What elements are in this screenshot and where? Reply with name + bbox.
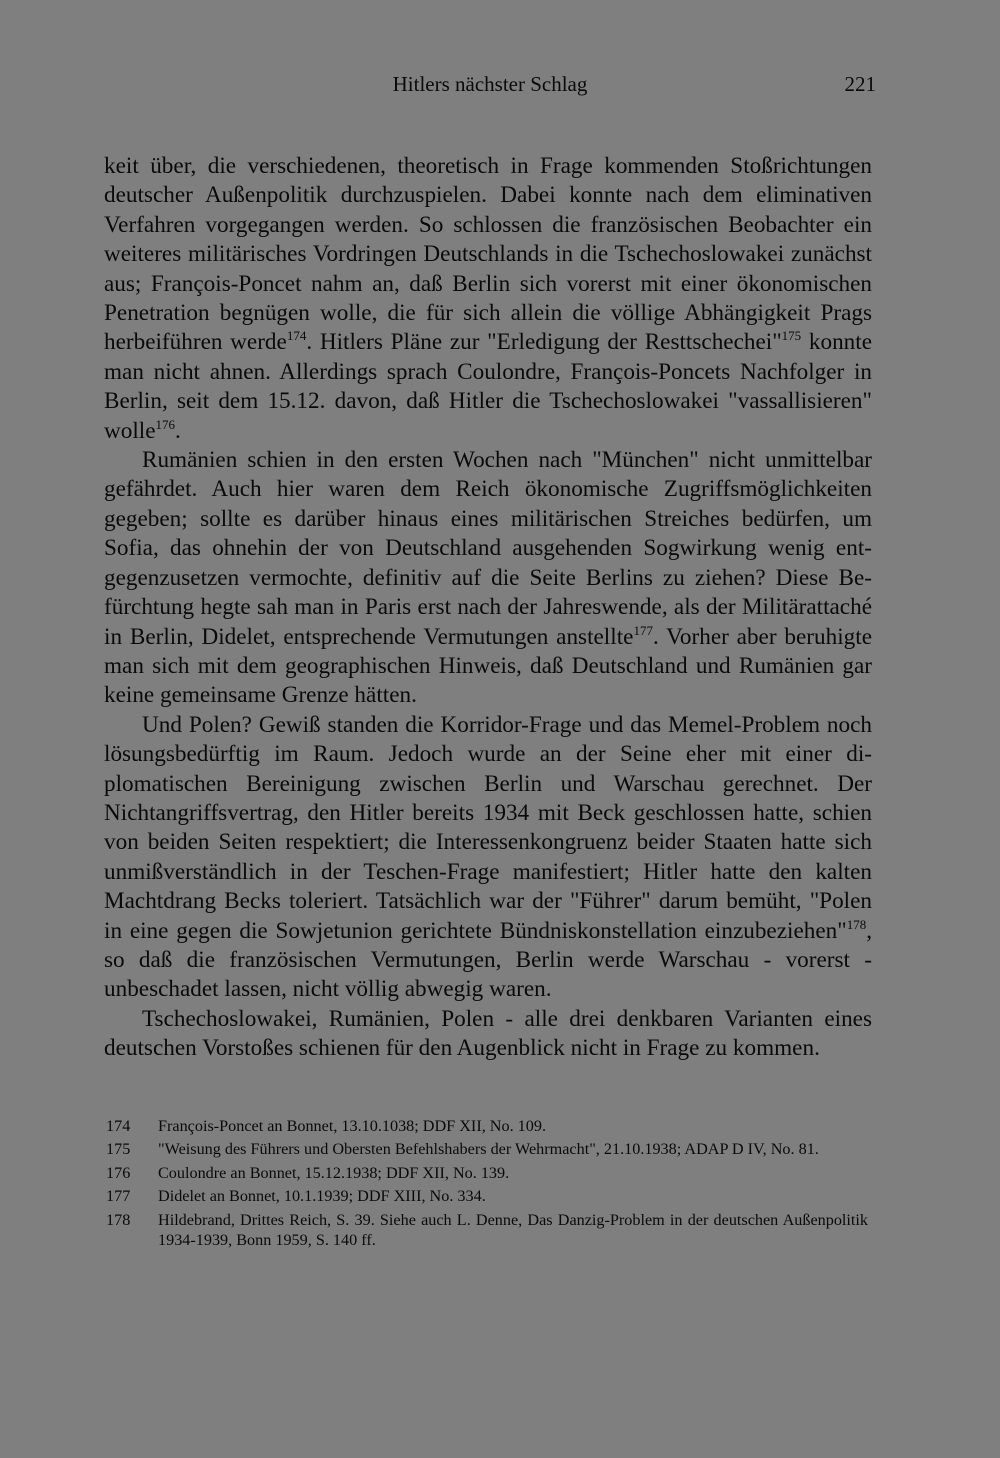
- footnote-reference: 175: [781, 328, 802, 344]
- footnote-text: Coulondre an Bonnet, 15.12.1938; DDF XII, No. 139.: [158, 1163, 510, 1182]
- text-run: . Hitlers Pläne zur "Erledigung der Resttschechei": [306, 329, 782, 356]
- text-run: . Vorher aber beruhigte man sich mit dem geographischen Hinweis, daß Deutschland und Rumänien gar keine gemeinsame Grenze hätten.: [104, 623, 872, 709]
- text-run: keit über, die verschiedenen, theoretisch in Frage kommenden Stoßrichtungen deutscher Außenpolitik durchzuspielen. Dabei konnte nach dem eliminativen Verfahren vorgegangen werden. So schlossen die französischen Beobachter ein weiteres militärisches Vordringen Deutschlands in die Tschechoslowakei zunächst aus; François-Poncet nahm an, daß Berlin sich vorerst mit einer ökonomischen Penetration begnügen wolle, die für sich allein die völlige Abhängigkeit Prags herbeiführen werde: [104, 153, 872, 356]
- footnote-text: Didelet an Bonnet, 10.1.1939; DDF XIII, No. 334.: [158, 1187, 486, 1206]
- footnote-reference: 177: [633, 622, 653, 638]
- paragraph: [104, 711, 872, 1005]
- footnote-number: 174: [106, 1117, 131, 1135]
- footnotes: [106, 1116, 868, 1253]
- footnote-reference: 178: [846, 916, 867, 932]
- running-head: [104, 72, 876, 102]
- footnote: [106, 1139, 868, 1159]
- text-run: Tschechoslowakei, Rumänien, Polen - alle drei denkbaren Varianten eines deutschen Vorstoßes schienen für den Augenblick nicht in Frage zu kommen.: [104, 1005, 872, 1062]
- text-run: .: [175, 417, 181, 444]
- footnote-text: Hildebrand, Drittes Reich, S. 39. Siehe auch L. Denne, Das Danzig-Problem in der deutschen Außenpolitik 1934-1939, Bonn 1959, S. 140 ff.: [158, 1210, 868, 1250]
- footnote: [106, 1210, 868, 1251]
- text-run: konnte man nicht ahnen. Allerdings sprach Coulondre, François-Poncets Nachfolger in Berlin, seit dem 15.12. davon, daß Hitler die Tschechoslowakei "vassallisieren" wolle: [104, 329, 872, 444]
- footnote-text: François-Poncet an Bonnet, 13.10.1038; DDF XII, No. 109.: [158, 1117, 547, 1135]
- footnote-reference: 176: [155, 416, 176, 432]
- running-title: Hitlers nächster Schlag: [392, 72, 588, 96]
- paragraph: [104, 152, 872, 446]
- paragraph: [104, 1005, 872, 1064]
- footnote: [106, 1116, 868, 1136]
- footnote-number: 178: [106, 1210, 131, 1229]
- page-number: 221: [844, 72, 876, 96]
- body-text: [104, 152, 872, 1064]
- footnote-number: 175: [106, 1140, 131, 1159]
- text-run: Rumänien schien in den ersten Wochen nach "München" nicht unmittelbar gefährdet. Auch hier waren dem Reich ökonomische Zugriffsmöglichkeiten gegeben; sollte es darüber hinaus eines militärischen Streiches bedürfen, um Sofia, das ohnehin der von Deutschland ausgehenden Sogwirkung wenig entgegenzusetzen vermochte, definitiv auf die Seite Berlins zu ziehen? Diese Befürchtung hegte sah man in Paris erst nach der Jahreswende, als der Militärattaché in Berlin, Didelet, entsprechende Vermutungen anstellte: [104, 447, 872, 650]
- footnote-text: "Weisung des Führers und Obersten Befehlshabers der Wehrmacht", 21.10.1938; ADAP D IV, No. 81.: [158, 1140, 819, 1159]
- text-run: , so daß die französischen Vermutungen, Berlin werde Warschau - vorerst - unbeschadet lassen, nicht völlig abwegig waren.: [104, 917, 872, 1003]
- footnote: [106, 1163, 868, 1183]
- footnote: [106, 1186, 868, 1206]
- footnote-number: 177: [106, 1187, 131, 1206]
- footnote-number: 176: [106, 1163, 131, 1182]
- text-run: Und Polen? Gewiß standen die Korridor-Frage und das Memel-Problem noch lösungsbedürftig im Raum. Jedoch wurde an der Seine eher mit einer diplomatischen Bereinigung zwischen Berlin und Warschau gerechnet. Der Nichtangriffsvertrag, den Hitler bereits 1934 mit Beck geschlossen hatte, schien von beiden Seiten respektiert; die Interessenkongruenz beider Staaten hatte sich unmißverständlich in der Teschen-Frage manifestiert; Hitler hatte den kalten Machtdrang Becks toleriert. Tatsächlich war der "Führer" darum bemüht, "Polen in eine gegen die Sowjetunion gerichtete Bündniskonstellation einzubeziehen": [104, 711, 872, 944]
- footnote-reference: 174: [286, 328, 307, 344]
- paragraph: [104, 446, 872, 711]
